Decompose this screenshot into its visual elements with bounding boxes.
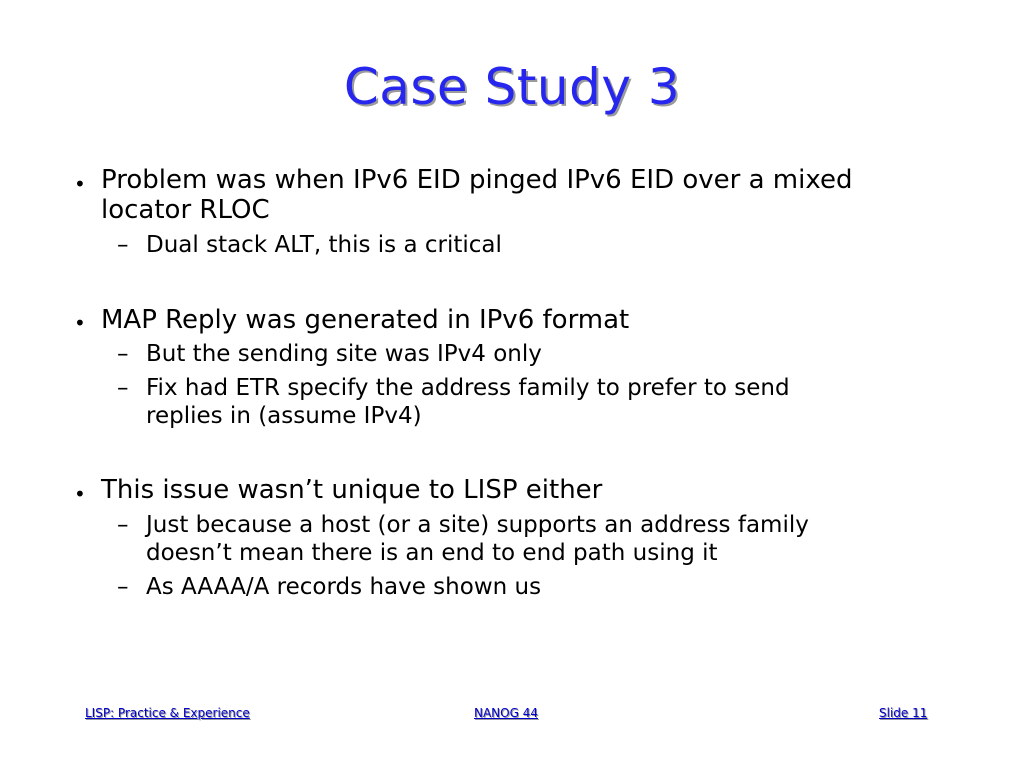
sub-bullet-marker: – [117, 232, 129, 258]
sub-bullet-text: Dual stack ALT, this is a critical [146, 232, 502, 258]
sub-bullet-text: Fix had ETR specify the address family to prefer to send [146, 375, 790, 401]
footer-left: LISP: Practice & Experience [85, 706, 250, 720]
sub-bullet-text: replies in (assume IPv4) [146, 403, 422, 429]
sub-bullet-marker: – [117, 574, 129, 600]
sub-bullet-marker: – [117, 512, 129, 538]
bullet-marker: • [74, 311, 86, 335]
sub-bullet-text: Just because a host (or a site) supports an address family [146, 512, 809, 538]
footer-center: NANOG 44 [474, 706, 538, 720]
sub-bullet-marker: – [117, 341, 129, 367]
sub-bullet-text: But the sending site was IPv4 only [146, 341, 542, 367]
bullet-marker: • [74, 172, 86, 196]
bullet-text: MAP Reply was generated in IPv6 format [101, 305, 630, 335]
bullet-text: locator RLOC [101, 195, 270, 225]
bullet-text: This issue wasn’t unique to LISP either [101, 475, 603, 505]
sub-bullet-text: As AAAA/A records have shown us [146, 574, 542, 600]
bullet-text: Problem was when IPv6 EID pinged IPv6 EID over a mixed [101, 165, 853, 195]
sub-bullet-text: doesn’t mean there is an end to end path using it [146, 540, 718, 566]
sub-bullet-marker: – [117, 375, 129, 401]
bullet-marker: • [74, 482, 86, 506]
footer-slide-number: Slide 11 [879, 706, 928, 720]
slide-title: Case Study 3 [343, 58, 681, 116]
